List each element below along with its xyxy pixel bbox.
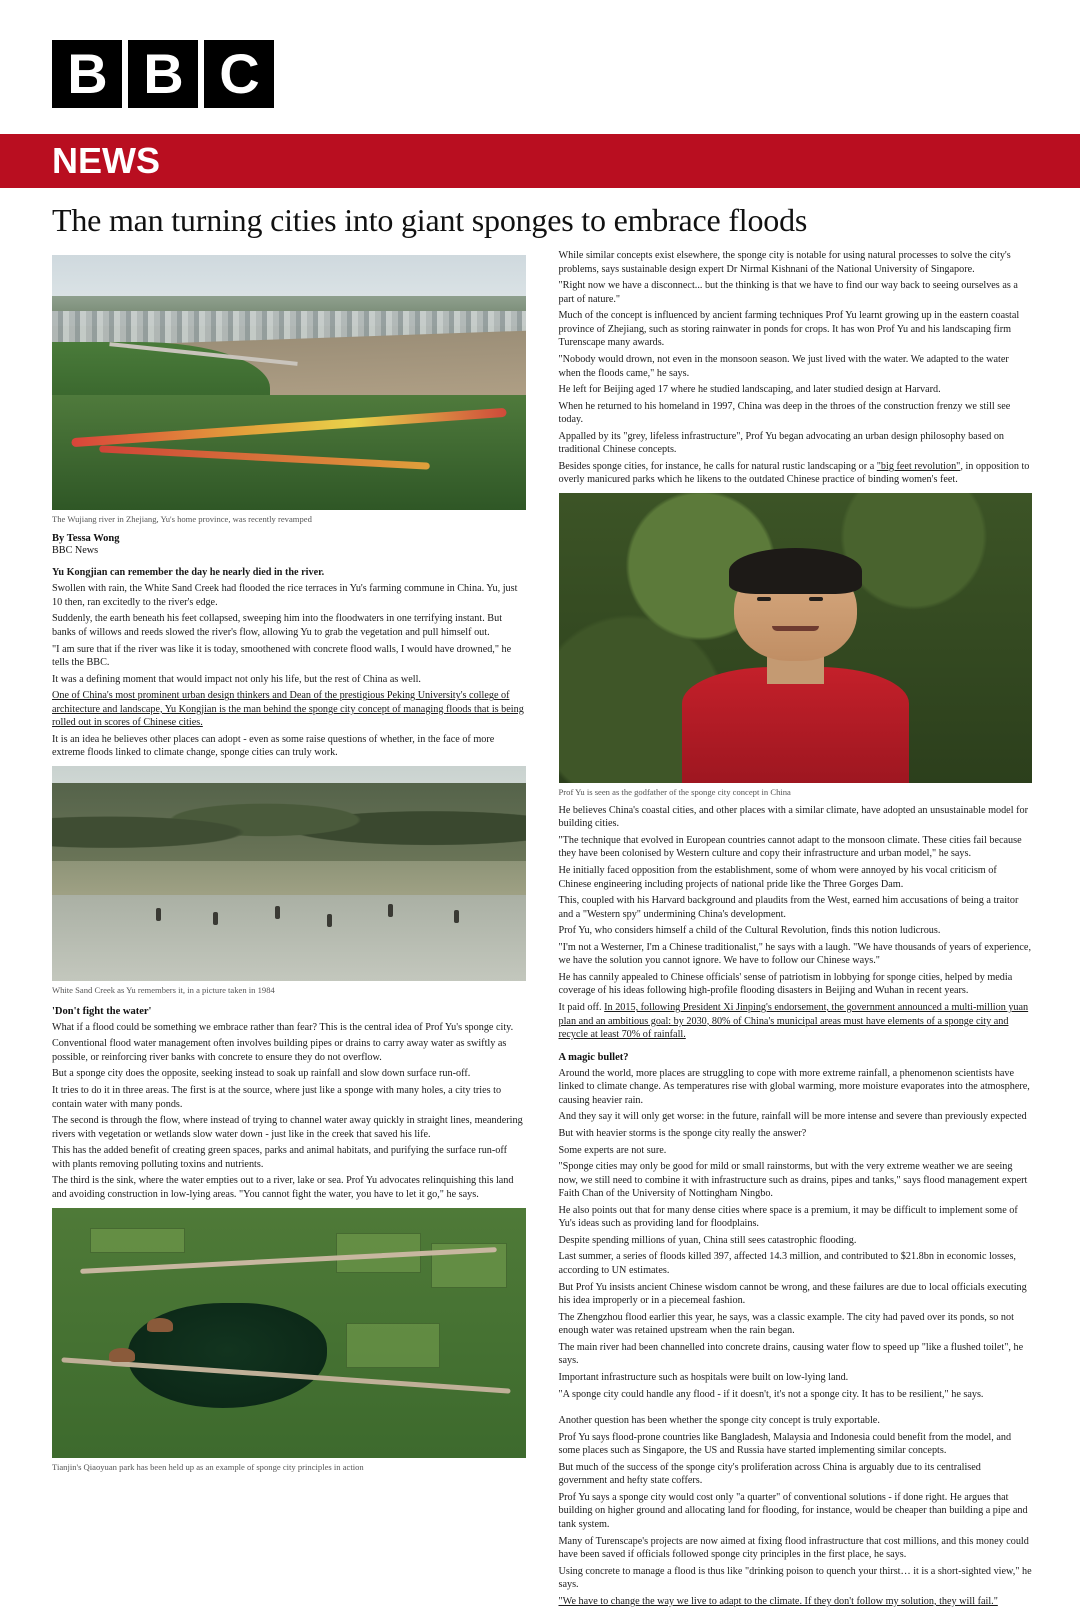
- paragraph: But with heavier storms is the sponge city really the answer?: [558, 1127, 807, 1139]
- paragraph: Important infrastructure such as hospitals were built on low-lying land.: [558, 1371, 849, 1383]
- paragraph: He initially faced opposition from the establishment, some of whom were annoyed by his vocal criticism of Chinese engineering including projects of national pride like the Three Gorges Dam.: [558, 864, 997, 890]
- bbc-logo-letter-2: B: [128, 40, 198, 108]
- masthead: [0, 0, 1080, 108]
- paragraph: Despite spending millions of yuan, China still sees catastrophic flooding.: [558, 1234, 857, 1246]
- paragraph: Using concrete to manage a flood is thus like "drinking poison to quench your thirst… it is a short-sighted view," he says.: [558, 1565, 1032, 1591]
- bbc-logo[interactable]: [52, 40, 1080, 108]
- paragraph-2015-policy: [559, 1001, 1033, 1042]
- paragraph: The second is through the flow, where instead of trying to channel water away quickly in straight lines, meandering rivers with vegetation or wetlands slow water down - just like in the creek that saved his life.: [52, 1115, 523, 1140]
- paragraph: Some experts are not sure.: [558, 1144, 667, 1156]
- paragraph: While similar concepts exist elsewhere, the sponge city is notable for using natural processes to solve the city's problems, says sustainable design expert Dr Nirmal Kishnani of the National University of Singapore.: [558, 250, 1011, 275]
- bbc-logo-letter-1: B: [52, 40, 122, 108]
- photo-prof-yu-portrait: [559, 493, 1033, 783]
- byline-author: By Tessa Wong: [52, 532, 120, 544]
- paragraph: He also points out that for many dense cities where space is a premium, it may be difficult to implement some of Yu's ideas such as providing land for floodplains.: [558, 1204, 1018, 1230]
- figure-creek: [52, 766, 526, 996]
- paragraph: Last summer, a series of floods killed 397, affected 14.3 million, and contributed to $21.8bn in economic losses, according to UN estimates.: [558, 1251, 1016, 1277]
- paragraph: Prof Yu, who considers himself a child of the Cultural Revolution, finds this notion ludicrous.: [558, 925, 941, 937]
- big-feet-revolution-link[interactable]: "big feet revolution": [876, 460, 961, 472]
- paragraph: And they say it will only get worse: in the future, rainfall will be more intense and severe than previously expected: [558, 1111, 1027, 1123]
- paragraph: But a sponge city does the opposite, seeking instead to soak up rainfall and slow down surface run-off.: [52, 1068, 471, 1080]
- figure-river-caption: The Wujiang river in Zhejiang, Yu's home province, was recently revamped: [52, 514, 312, 524]
- paragraph: Another question has been whether the sponge city concept is truly exportable.: [558, 1415, 880, 1427]
- paragraph: He has cannily appealed to Chinese officials' sense of patriotism in lobbying for sponge cities, helped by media coverage of his ideas following high-profile flooding disasters in Beijing and Wuhan in recent years.: [558, 971, 1013, 997]
- paragraph: Many of Turenscape's projects are now aimed at fixing flood infrastructure that cost millions, and this money could have been saved if officials followed sponge city principles in the first place, he says.: [558, 1535, 1029, 1561]
- paragraph: Prof Yu says flood-prone countries like Bangladesh, Malaysia and Indonesia could benefit from the model, and some places such as Singapore, the US and Russia have started implementing similar concepts.: [558, 1431, 1012, 1457]
- figure-portrait-caption: Prof Yu is seen as the godfather of the sponge city concept in China: [558, 787, 791, 797]
- news-section-bar[interactable]: [0, 134, 1080, 188]
- paragraph: Much of the concept is influenced by ancient farming techniques Prof Yu learnt growing up in the eastern coastal province of Zhejiang, such as storing rainwater in ponds for crops. It has won Prof Yu and his landscaping firm Turenscape many awards.: [558, 310, 1020, 349]
- paragraph: "The technique that evolved in European countries cannot adapt to the monsoon climate. These cities fail because they have been colonised by Western culture and copy their infrastructure and urban model," he says.: [558, 834, 1022, 860]
- paragraph: "Nobody would drown, not even in the monsoon season. We just lived with the water. We adapted to the water when the floods came," he says.: [558, 353, 1009, 379]
- section-heading-magic-bullet: A magic bullet?: [558, 1051, 629, 1063]
- news-section-label: NEWS: [52, 140, 160, 181]
- photo-wujiang-river: [52, 255, 526, 510]
- paragraph: This, coupled with his Harvard background and plaudits from the West, earned him accusations of being a traitor and a "Western spy" undermining China's development.: [558, 895, 1019, 920]
- figure-park: [52, 1208, 526, 1473]
- paragraph: He believes China's coastal cities, and other places with a similar climate, have adopted an unsustainable model for building cities.: [558, 804, 1028, 830]
- paragraph: This has the added benefit of creating green spaces, parks and animal habitats, and purifying the surface run-off with plants removing polluting toxins and nutrients.: [52, 1145, 507, 1170]
- figure-river: [52, 255, 526, 525]
- figure-portrait: [559, 493, 1033, 798]
- photo-white-sand-creek: [52, 766, 526, 981]
- page-title: The man turning cities into giant sponges to embrace floods: [52, 202, 808, 238]
- paragraph: Appalled by its "grey, lifeless infrastructure", Prof Yu began advocating an urban design philosophy based on traditional Chinese concepts.: [558, 430, 1005, 456]
- figure-creek-caption: White Sand Creek as Yu remembers it, in a picture taken in 1984: [52, 985, 275, 996]
- left-column: [52, 249, 526, 1611]
- paragraph: The third is the sink, where the water empties out to a river, lake or sea. Prof Yu advocates relinquishing this land and avoiding construction in low-lying areas. "You cannot fight the water, you have to let it go," he says.: [52, 1175, 514, 1200]
- paragraph-big-feet: [559, 460, 1033, 487]
- paragraph: What if a flood could be something we embrace rather than fear? This is the central idea of Prof Yu's sponge city.: [52, 1021, 514, 1033]
- paragraph: Swollen with rain, the White Sand Creek had flooded the rice terraces in Yu's farming commune in China. Yu, just 10 then, ran excitedly to the river's edge.: [52, 583, 518, 608]
- paragraph: But Prof Yu insists ancient Chinese wisdom cannot be wrong, and these failures are due to local officials executing his idea improperly or in a piecemeal fashion.: [558, 1281, 1027, 1307]
- byline-organisation: BBC News: [52, 544, 99, 556]
- right-column: [559, 249, 1033, 1611]
- paragraph-link-peking[interactable]: One of China's most prominent urban design thinkers and Dean of the prestigious Peking University's college of architecture and landscape, Yu Kongjian is the man behind the sponge city concept of managing floods that is being rolled out in scores of Chinese cities.: [52, 690, 524, 729]
- big-feet-intro-text: Besides sponge cities, for instance, he calls for natural rustic landscaping or a: [558, 460, 877, 472]
- article-columns: [0, 249, 1080, 1611]
- paragraph: It tries to do it in three areas. The first is at the source, where just like a sponge with many holes, a city tries to contain water with many ponds.: [52, 1085, 502, 1110]
- paragraph: The main river had been channelled into concrete drains, causing water flow to speed up "like a flushed toilet", he says.: [558, 1341, 1024, 1367]
- paragraph-final-quote-link[interactable]: "We have to change the way we live to adapt to the climate. If they don't follow my solution, they will fail.": [558, 1595, 998, 1607]
- paragraph: "Right now we have a disconnect... but the thinking is that we have to find our way back to seeing ourselves as a part of nature.": [558, 280, 1018, 305]
- paid-off-intro-text: It paid off.: [558, 1002, 605, 1014]
- paragraph: It was a defining moment that would impact not only his life, but the rest of China as well.: [52, 673, 421, 685]
- paragraph: "Sponge cities may only be good for mild or small rainstorms, but with the very extreme weather we are seeing now, we still need to combine it with infrastructure such as drains, pipes and tanks," says flood management expert Faith Chan of the University of Nottingham Ningbo.: [558, 1161, 1028, 1200]
- paragraph: Around the world, more places are struggling to cope with more extreme rainfall, a phenomenon scientists have linked to climate change. As temperatures rise with global warming, more moisture evaporates into the atmosphere, causing heavier rain.: [558, 1067, 1030, 1106]
- paragraph: He left for Beijing aged 17 where he studied landscaping, and later studied design at Harvard.: [558, 384, 941, 396]
- section-heading-dont-fight-the-water: 'Don't fight the water': [52, 1005, 152, 1017]
- paragraph: Conventional flood water management often involves building pipes or drains to carry away water as swiftly as possible, or reinforcing river banks with concrete to ensure they do not overflow.: [52, 1038, 507, 1063]
- big-feet-rest-text: , in opposition to overly manicured parks which he likens to the outdated Chinese practice of binding women's feet.: [558, 460, 1030, 486]
- paragraph: "I am sure that if the river was like it is today, smoothened with concrete flood walls, I would have drowned," he tells the BBC.: [52, 643, 512, 669]
- lede-paragraph: Yu Kongjian can remember the day he nearly died in the river.: [52, 566, 325, 578]
- paragraph: Suddenly, the earth beneath his feet collapsed, sweeping him into the floodwaters in one terrifying instant. But banks of willows and reeds slowed the river's flow, allowing Yu to grab the vegetation and pull himself out.: [52, 613, 503, 638]
- photo-qiaoyuan-park: [52, 1208, 526, 1458]
- paragraph: "I'm not a Westerner, I'm a Chinese traditionalist," he says with a laugh. "We have thousands of years of experience, we have the solution you cannot ignore. We have to follow our Chinese ways.": [558, 941, 1031, 967]
- policy-2015-link[interactable]: In 2015, following President Xi Jinping's endorsement, the government announced a multi-million yuan plan and an ambitious goal: by 2030, 80% of China's municipal areas must have elements of a sponge city and recycle at least 70% of rainfall.: [558, 1002, 1029, 1041]
- bbc-logo-letter-3: C: [204, 40, 274, 108]
- paragraph: When he returned to his homeland in 1997, China was deep in the throes of the construction frenzy we still see today.: [558, 400, 1011, 426]
- paragraph: But much of the success of the sponge city's proliferation across China is arguably due to its centralised government and hefty state coffers.: [558, 1461, 981, 1487]
- paragraph: The Zhengzhou flood earlier this year, he says, was a classic example. The city had paved over its ponds, so not enough water was retained upstream when the rain began.: [558, 1311, 1014, 1337]
- paragraph: It is an idea he believes other places can adopt - even as some raise questions of whether, in the face of more extreme floods linked to climate change, sponge cities can truly work.: [52, 733, 495, 759]
- figure-park-caption: Tianjin's Qiaoyuan park has been held up as an example of sponge city principles in action: [52, 1461, 364, 1472]
- paragraph: Prof Yu says a sponge city would cost only "a quarter" of conventional solutions - if done right. He argues that building on higher ground and allocating land for flooding, for instance, would be cheaper than building a pipe and tank system.: [558, 1491, 1028, 1531]
- paragraph: "A sponge city could handle any flood - if it doesn't, it's not a sponge city. It has to be resilient," he says.: [558, 1388, 984, 1400]
